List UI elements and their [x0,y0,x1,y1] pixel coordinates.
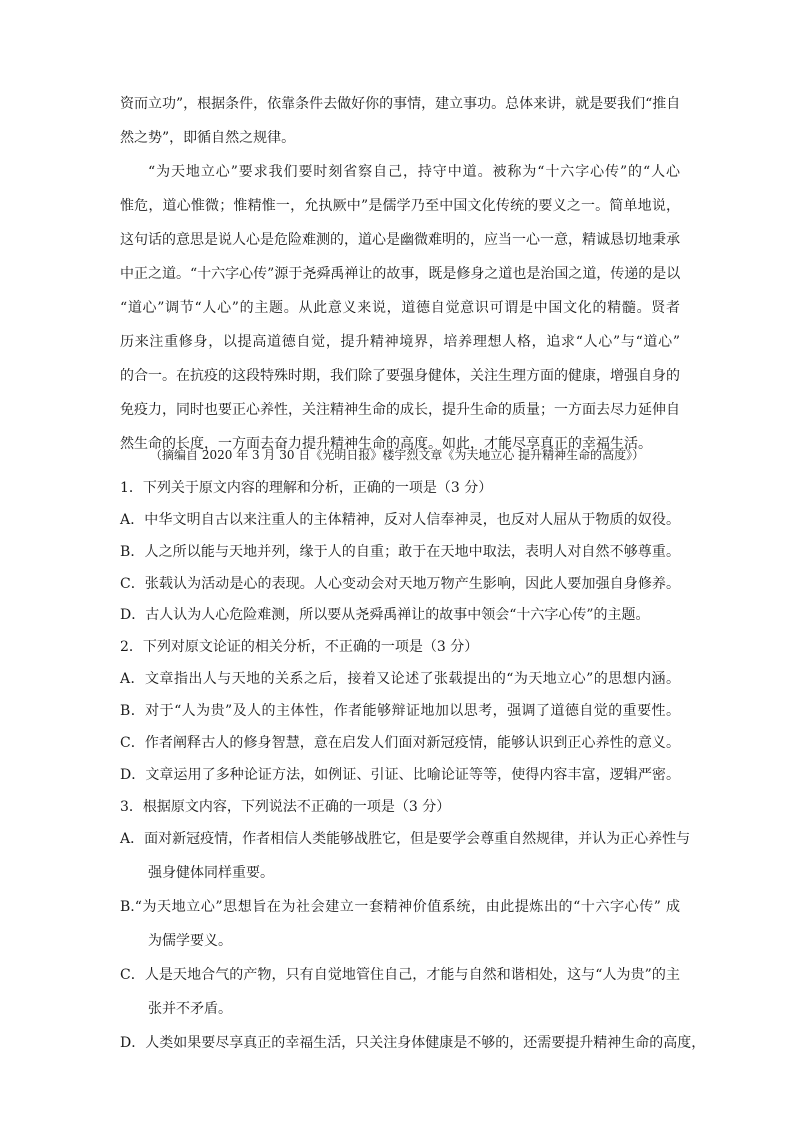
passage-line: 然生命的长度，一方面去奋力提升精神生命的高度。如此，才能尽享真正的幸福生活。 [120,436,652,452]
passage-line: 资而立功”，根据条件，依靠条件去做好你的事情，建立事功。总体来讲，就是要我们“推自 [120,96,681,112]
answer-option: D．古人认为人心危险难测，所以要从尧舜禹禅让的故事中领会“十六字心传”的主题。 [120,607,650,623]
passage-line: 这句话的意思是说人心是危险难测的，道心是幽微难明的，应当一心一意，精诚恳切地秉承 [120,232,680,248]
answer-option: B．人之所以能与天地并列，缘于人的自重；敢于在天地中取法，表明人对自然不够尊重。 [120,544,680,560]
answer-option: C．人是天地合气的产物，只有自觉地管住自己，才能与自然和谐相处，这与“人为贵”的主 [120,967,680,983]
answer-option: B.“为天地立心”思想旨在为社会建立一套精神价值系统，由此提炼出的“十六字心传” 成 [120,899,680,915]
answer-option: C．张载认为活动是心的表现。人心变动会对天地万物产生影响，因此人要加强自身修养。 [120,576,680,592]
question-stem: 1．下列关于原文内容的理解和分析，正确的一项是（3 分） [120,480,493,496]
passage-line: 惟危，道心惟微；惟精惟一，允执厥中”是儒学乃至中国文化传统的要义之一。简单地说， [120,198,680,214]
answer-option: D．文章运用了多种论证方法，如例证、引证、比喻论证等等，使得内容丰富，逻辑严密。 [120,767,680,783]
answer-option: A．中华文明自古以来注重人的主体精神，反对人信奉神灵，也反对人屈从于物质的奴役。 [120,512,680,528]
answer-option: A．面对新冠疫情，作者相信人类能够战胜它，但是要学会尊重自然规律，并认为正心养性与 [120,831,691,847]
answer-option: D．人类如果要尽享真正的幸福生活，只关注身体健康是不够的，还需要提升精神生命的高度， [120,1035,706,1051]
question-stem: 2．下列对原文论证的相关分析，不正确的一项是（3 分） [120,639,479,655]
answer-option-continued: 为儒学要义。 [148,933,232,949]
answer-option: C．作者阐释古人的修身智慧，意在启发人们面对新冠疫情，能够认识到正心养性的意义。 [120,735,680,751]
passage-line: 然之势”，即循自然之规律。 [120,130,296,146]
answer-option: B．对于“人为贵”及人的主体性，作者能够辩证地加以思考，强调了道德自觉的重要性。 [120,703,680,719]
answer-option-continued: 张并不矛盾。 [148,1001,232,1017]
question-stem: 3．根据原文内容，下列说法不正确的一项是（3 分） [120,799,451,815]
source-attribution: （摘编自 2020 年 3 月 30 日《光明日报》楼宇烈文章《为天地立心 提升精神生命的高度》） [150,448,645,462]
answer-option-continued: 强身健体同样重要。 [148,865,274,881]
passage-line: 免疫力，同时也要正心养性，关注精神生命的成长，提升生命的质量；一方面去尽力延伸自 [120,402,680,418]
passage-line: 中正之道。“十六字心传”源于尧舜禹禅让的故事，既是修身之道也是治国之道，传递的是以 [120,266,681,282]
passage-line: “道心”调节“人心”的主题。从此意义来说，道德自觉意识可谓是中国文化的精髓。贤者 [120,300,680,316]
answer-option: A．文章指出人与天地的关系之后，接着又论述了张载提出的“为天地立心”的思想内涵。 [120,671,680,687]
passage-line: “为天地立心”要求我们要时刻省察自己，持守中道。被称为“十六字心传”的“人心 [148,164,680,180]
passage-line: 历来注重修身，以提高道德自觉，提升精神境界，培养理想人格，追求“人心”与“道心” [120,334,680,350]
passage-line: 的合一。在抗疫的这段特殊时期，我们除了要强身健体，关注生理方面的健康，增强自身的 [120,368,680,384]
